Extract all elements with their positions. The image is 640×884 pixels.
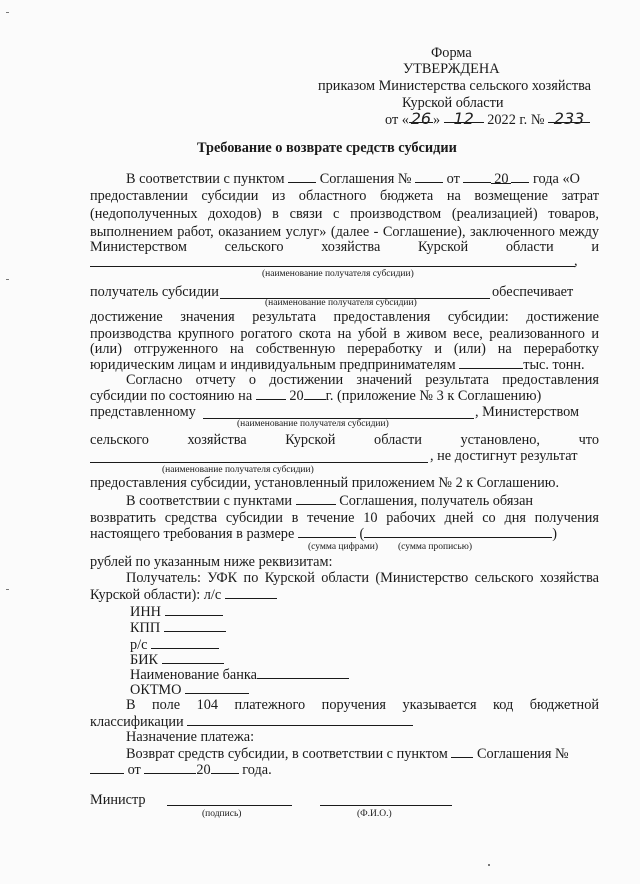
p1-line-3: (недополученных доходов) в связи с производством (реализацией) товаров, xyxy=(90,206,599,222)
inn-label: ИНН xyxy=(130,604,161,620)
caption-sum-words: (сумма прописью) xyxy=(398,542,472,552)
p3-line-1: Согласно отчету о достижении значений результата предоставления xyxy=(126,372,599,388)
p7-number-blank[interactable] xyxy=(90,761,124,774)
p7-text-b: Соглашения № xyxy=(476,746,569,762)
p4-text-b: Соглашения, получатель обязан xyxy=(339,493,534,509)
p7-clause-blank[interactable] xyxy=(451,745,473,758)
bank-blank[interactable] xyxy=(257,666,349,679)
approved-label: УТВЕРЖДЕНА xyxy=(403,61,500,77)
kbk-label: классификации xyxy=(90,714,184,730)
scan-speck xyxy=(6,12,9,13)
caption-sum-digits: (сумма цифрами) xyxy=(308,542,378,552)
order-date-line xyxy=(385,110,590,129)
rs-blank[interactable] xyxy=(151,636,219,649)
clause-blank[interactable] xyxy=(288,170,316,183)
p4-open-paren: ( xyxy=(359,526,365,542)
order-line-2: Курской области xyxy=(402,95,504,111)
p4-text-a: В соответствии с пунктами xyxy=(126,493,293,509)
p4-line-4: рублей по указанным ниже реквизитам: xyxy=(90,554,333,570)
p2-text-b: тыс. тонн. xyxy=(523,357,585,373)
minister-label: Министр xyxy=(90,792,146,808)
result-value-blank[interactable] xyxy=(459,356,523,369)
p7-text-year: года. xyxy=(242,762,272,778)
order-number: 233 xyxy=(548,110,590,123)
p1-line-6-end: , xyxy=(574,253,578,269)
p5-line-2 xyxy=(90,586,277,604)
p7-line-2 xyxy=(90,761,272,779)
date-prefix: от « xyxy=(385,112,409,128)
oktmo-label: ОКТМО xyxy=(130,682,182,698)
date-mid: » xyxy=(432,112,441,128)
p3-line-3-a: представленному xyxy=(90,404,196,420)
scan-speck xyxy=(6,589,9,590)
p4-line-1 xyxy=(126,492,533,510)
p1-line-5: Министерством сельского хозяйства Курской области и xyxy=(90,239,599,255)
kpp-blank[interactable] xyxy=(164,619,226,632)
p3-line-6: предоставления субсидии, установленный приложением № 2 к Соглашению. xyxy=(90,475,560,491)
p2-line-4: (или) отгруженного на собственную переработку и (или) на переработку xyxy=(90,341,599,357)
p2-text-a: юридическим лицам и индивидуальным предпринимателям xyxy=(90,357,456,373)
recipient-name-line-4[interactable] xyxy=(90,462,428,463)
order-line-1: приказом Министерства сельского хозяйства xyxy=(318,78,592,94)
p3-year-prefix: 20 xyxy=(289,388,304,404)
payment-purpose-label: Назначение платежа: xyxy=(126,729,255,745)
p4-line-3 xyxy=(90,525,557,543)
bik-label: БИК xyxy=(130,652,159,668)
account-label: Курской области): л/с xyxy=(90,587,222,603)
scan-speck xyxy=(488,864,490,866)
p4-line-2: возвратить средства субсидии в течение 10 рабочих дней со дня получения xyxy=(90,510,599,526)
p1-text-b: Соглашения № xyxy=(319,171,412,187)
oktmo-blank[interactable] xyxy=(185,681,249,694)
p7-year-blank[interactable] xyxy=(211,761,239,774)
p1-line-1 xyxy=(126,170,580,188)
report-date-blank[interactable] xyxy=(256,387,286,400)
caption-recipient-1: (наименование получателя субсидии) xyxy=(262,269,414,279)
p3-line-5-b: , не достигнут результат xyxy=(430,448,578,464)
recipient-name-line-1[interactable] xyxy=(90,266,575,267)
p4-close-paren: ) xyxy=(552,526,557,542)
p4-text-a2: настоящего требования в размере xyxy=(90,526,295,542)
caption-recipient-2: (наименование получателя субсидии) xyxy=(265,298,417,308)
account-blank[interactable] xyxy=(225,586,277,599)
name-line[interactable] xyxy=(320,805,452,806)
rs-label: р/с xyxy=(130,637,148,653)
kpp-row xyxy=(130,619,226,637)
signature-line[interactable] xyxy=(167,805,292,806)
p7-year-prefix: 20 xyxy=(196,762,211,778)
p1-line-2: предоставлении субсидии из областного бюджета на возмещение затрат xyxy=(90,188,599,204)
scan-speck xyxy=(6,279,9,280)
report-year-blank[interactable] xyxy=(304,387,326,400)
order-year: 2022 г. № xyxy=(487,112,545,128)
p3-line-2 xyxy=(90,387,541,405)
order-month: 12 xyxy=(444,110,484,123)
p1-text-c: от xyxy=(446,171,460,187)
p7-text-from: от xyxy=(127,762,141,778)
agreement-year-blank[interactable] xyxy=(511,170,529,183)
clauses-blank[interactable] xyxy=(296,492,336,505)
order-day: 26 xyxy=(410,109,432,128)
form-label: Форма xyxy=(431,45,472,61)
p5-line-1: Получатель: УФК по Курской области (Министерство сельского хозяйства xyxy=(126,570,599,586)
p3-line-3-b: , Министерством xyxy=(475,404,580,420)
p2-line-1-a: получатель субсидии xyxy=(90,284,219,300)
kpp-label: КПП xyxy=(130,620,161,636)
inn-blank[interactable] xyxy=(165,603,223,616)
caption-recipient-3: (наименование получателя субсидии) xyxy=(237,419,389,429)
sum-words-blank[interactable] xyxy=(364,525,552,538)
caption-recipient-4: (наименование получателя субсидии) xyxy=(162,465,314,475)
kbk-blank[interactable] xyxy=(187,713,413,726)
document-title: Требование о возврате средств субсидии xyxy=(197,140,457,156)
p6-line-1: В поле 104 платежного поручения указывается код бюджетной xyxy=(126,697,599,713)
caption-name: (Ф.И.О.) xyxy=(357,809,392,819)
p3-text-a: субсидии по состоянию на xyxy=(90,388,253,404)
p1-text-e: года «О xyxy=(533,171,580,187)
p7-date-blank[interactable] xyxy=(144,761,196,774)
p1-text-a: В соответствии с пунктом xyxy=(126,171,285,187)
sum-digits-blank[interactable] xyxy=(298,525,356,538)
agreement-number-blank[interactable] xyxy=(415,170,443,183)
p3-line-4: сельского хозяйства Курской области установлено, что xyxy=(90,432,599,448)
bik-blank[interactable] xyxy=(162,651,224,664)
agreement-date-blank[interactable] xyxy=(463,170,491,183)
p3-text-c: г. (приложение № 3 к Соглашению) xyxy=(325,388,542,404)
p2-line-2: достижение значения результата предоставления субсидии: достижение xyxy=(90,309,599,325)
p1-year-prefix: 20 xyxy=(491,171,511,184)
p2-line-3: производства крупного рогатого скота на убой в живом весе, реализованного и xyxy=(90,326,599,342)
bank-label: Наименование банка xyxy=(130,667,257,683)
p1-line-4: выполнением работ, оказанием услуг» (далее - Соглашение), заключенного между xyxy=(90,224,599,240)
p2-line-1-b: обеспечивает xyxy=(492,284,574,300)
caption-signature: (подпись) xyxy=(202,809,242,819)
p7-text-a: Возврат средств субсидии, в соответствии с пунктом xyxy=(126,746,448,762)
